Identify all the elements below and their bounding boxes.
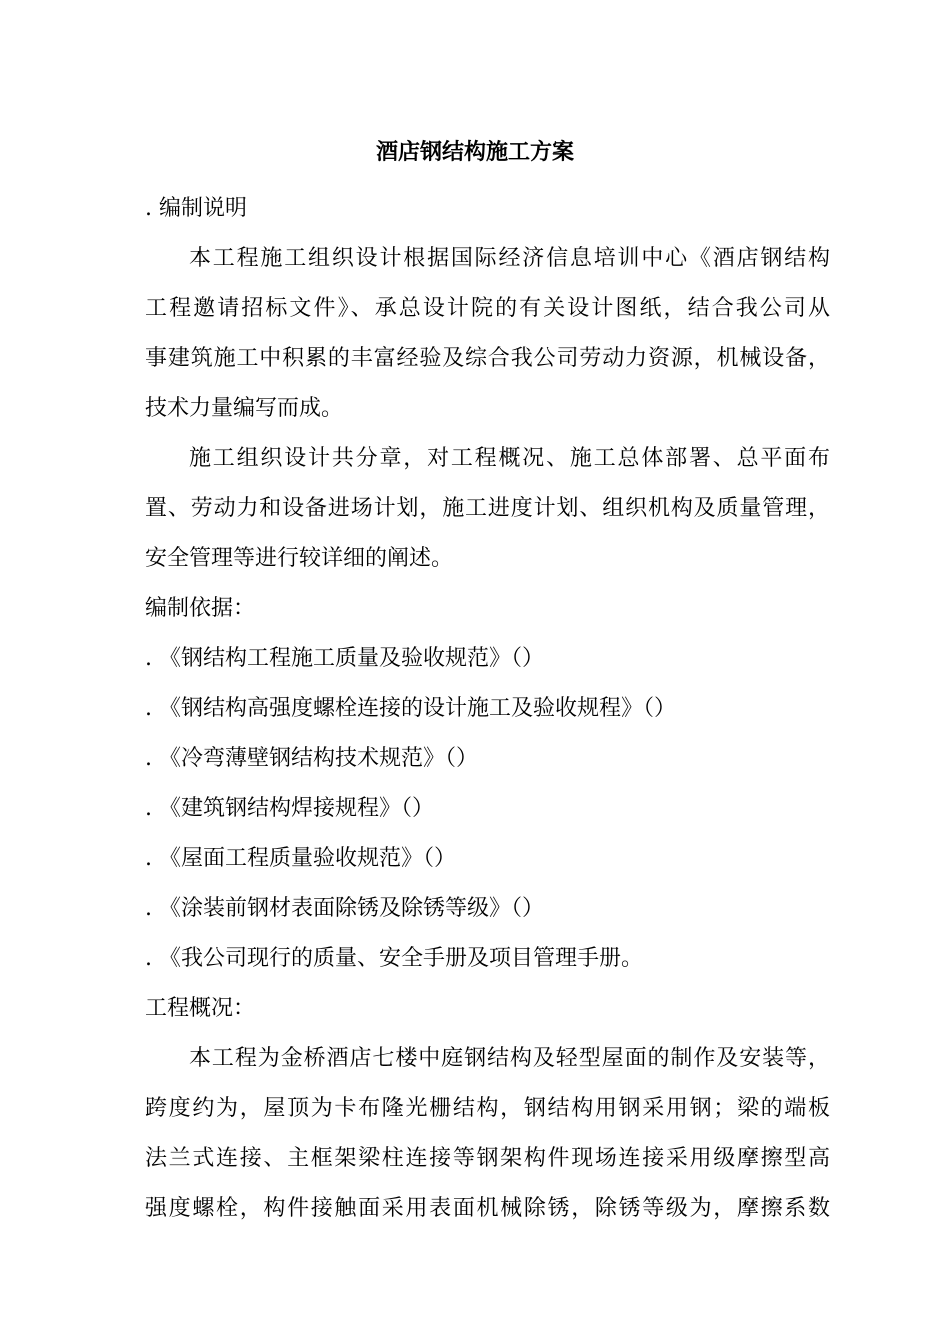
paragraph-line: 本工程为金桥酒店七楼中庭钢结构及轻型屋面的制作及安装等， bbox=[189, 1046, 830, 1071]
list-item: . 《屋面工程质量验收规范》（） bbox=[145, 846, 456, 871]
paragraph-line: 跨度约为，屋顶为卡布隆光栅结构，钢结构用钢采用钢；梁的端板 bbox=[145, 1096, 830, 1121]
paragraph-line: 本工程施工组织设计根据国际经济信息培训中心《酒店钢结构 bbox=[189, 246, 830, 271]
paragraph-line: 置、劳动力和设备进场计划，施工进度计划、组织机构及质量管理， bbox=[145, 496, 830, 521]
paragraph-line: 法兰式连接、主框架梁柱连接等钢架构件现场连接采用级摩擦型高 bbox=[145, 1146, 830, 1171]
document-title: 酒店钢结构施工方案 bbox=[375, 139, 574, 165]
section-heading-project-overview: 工程概况： bbox=[145, 996, 256, 1021]
paragraph-line: 安全管理等进行较详细的阐述。 bbox=[145, 546, 454, 571]
section-heading-compilation-notes: . 编制说明 bbox=[145, 196, 247, 221]
document-body bbox=[145, 184, 830, 1234]
list-item: . 《建筑钢结构焊接规程》（） bbox=[145, 796, 434, 821]
list-item: . 《冷弯薄壁钢结构技术规范》（） bbox=[145, 746, 478, 771]
paragraph-line: 工程邀请招标文件》、承总设计院的有关设计图纸，结合我公司从 bbox=[145, 296, 830, 321]
paragraph-line: 事建筑施工中积累的丰富经验及综合我公司劳动力资源，机械设备， bbox=[145, 346, 830, 371]
paragraph-line: 施工组织设计共分章，对工程概况、施工总体部署、总平面布 bbox=[189, 446, 830, 471]
list-item: . 《我公司现行的质量、安全手册及项目管理手册。 bbox=[145, 946, 643, 971]
paragraph-line: 技术力量编写而成。 bbox=[145, 396, 344, 421]
list-item: . 《钢结构高强度螺栓连接的设计施工及验收规程》（） bbox=[145, 696, 676, 721]
list-item: . 《涂装前钢材表面除锈及除锈等级》（） bbox=[145, 896, 544, 921]
paragraph-line: 强度螺栓，构件接触面采用表面机械除锈，除锈等级为，摩擦系数 bbox=[145, 1196, 830, 1221]
list-item: . 《钢结构工程施工质量及验收规范》（） bbox=[145, 646, 544, 671]
section-heading-basis: 编制依据： bbox=[145, 596, 256, 621]
